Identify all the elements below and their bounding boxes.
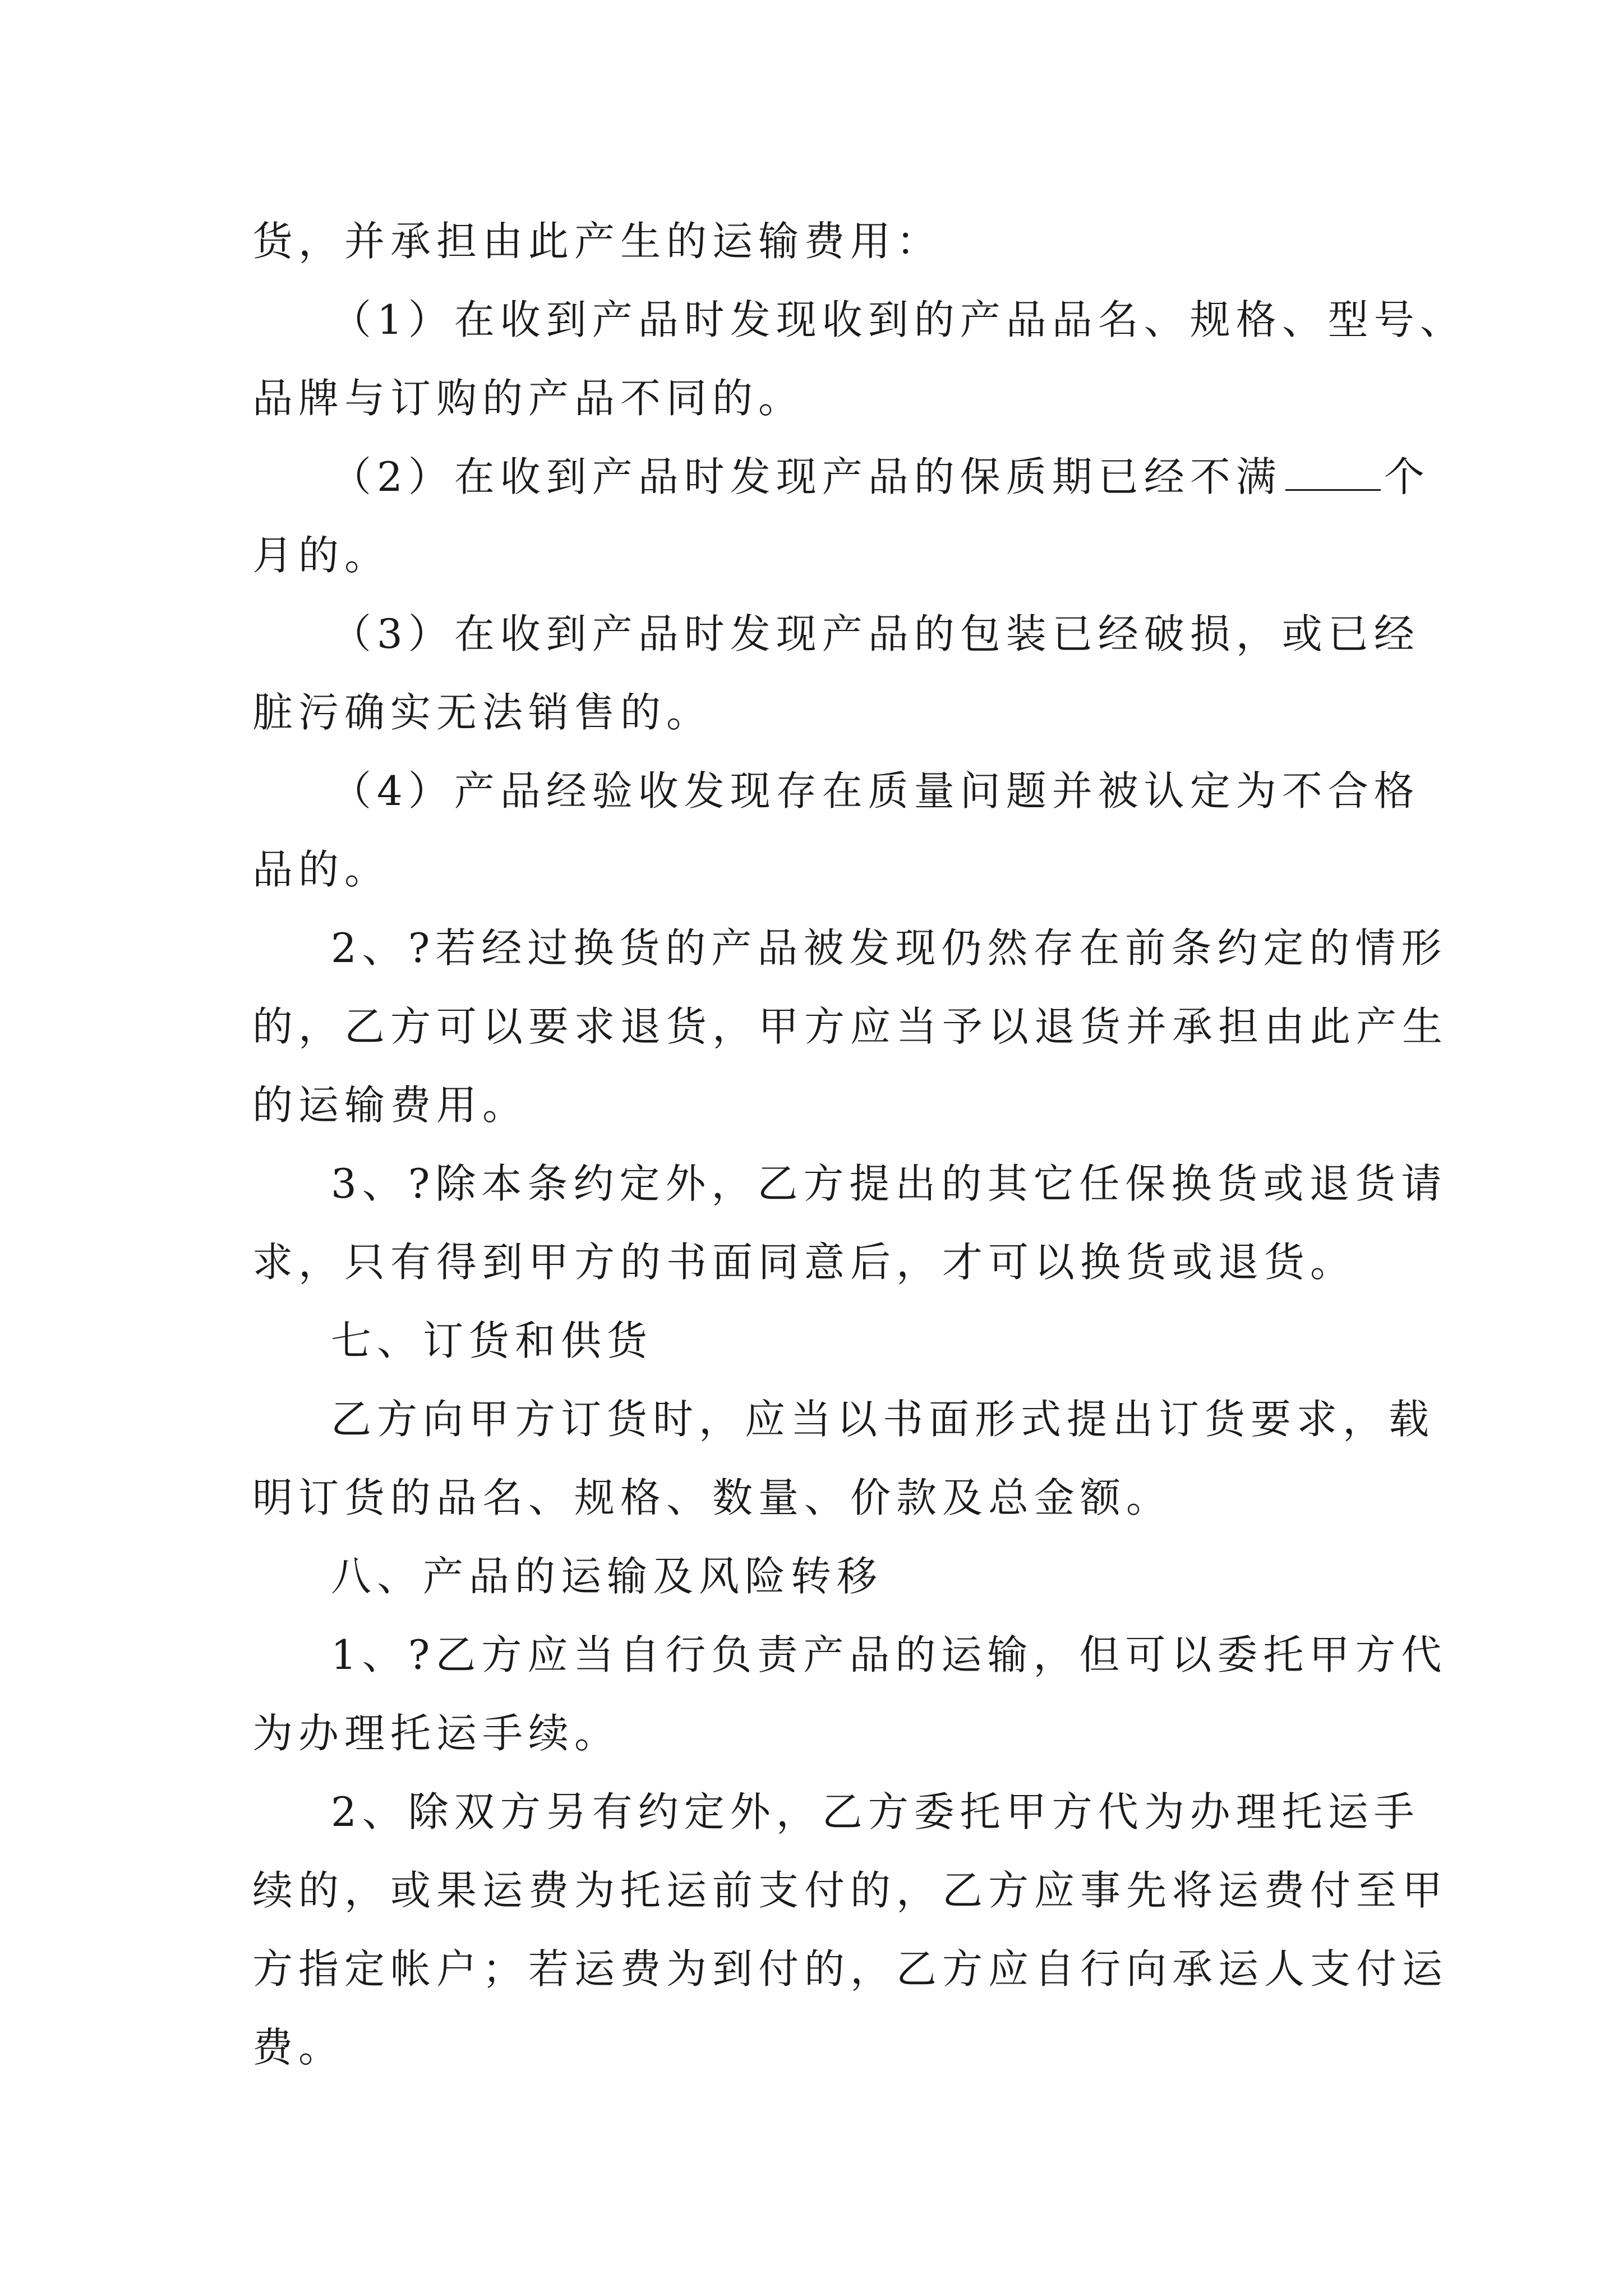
text-line: （4）产品经验收发现存在质量问题并被认定为不合格 xyxy=(331,767,1420,815)
fill-in-blank xyxy=(1285,455,1381,491)
text-segment: （2）在收到产品时发现产品的保质期已经不满 xyxy=(331,453,1282,500)
text-line: 品牌与订购的产品不同的。 xyxy=(252,375,805,422)
text-line: 的运输费用。 xyxy=(252,1082,529,1129)
text-line: （1）在收到产品时发现收到的产品品名、规格、型号、 xyxy=(331,296,1466,343)
text-line: 货，并承担由此产生的运输费用： xyxy=(252,218,943,265)
text-line-with-blank xyxy=(331,452,1430,502)
text-line: 月的。 xyxy=(252,532,391,579)
section-heading: 八、产品的运输及风险转移 xyxy=(331,1553,883,1600)
text-line: 费。 xyxy=(252,2024,345,2071)
text-line: 方指定帐户；若运费为到付的，乙方应自行向承运人支付运 xyxy=(252,1945,1449,1993)
text-line: 2、除双方另有约定外，乙方委托甲方代为办理托运手 xyxy=(331,1788,1420,1835)
text-line: 乙方向甲方订货时，应当以书面形式提出订货要求，载 xyxy=(331,1396,1435,1443)
text-line: （3）在收到产品时发现产品的包装已经破损，或已经 xyxy=(331,610,1420,657)
text-line: 品的。 xyxy=(252,846,391,893)
text-line: 续的，或果运费为托运前支付的，乙方应事先将运费付至甲 xyxy=(252,1867,1449,1914)
text-segment: 个 xyxy=(1384,453,1430,500)
text-line: 2、?若经过换货的产品被发现仍然存在前条约定的情形 xyxy=(331,924,1447,972)
text-line: 脏污确实无法销售的。 xyxy=(252,689,713,736)
text-line: 明订货的品名、规格、数量、价款及总金额。 xyxy=(252,1474,1173,1521)
text-line: 为办理托运手续。 xyxy=(252,1710,621,1757)
text-line: 3、?除本条约定外，乙方提出的其它任保换货或退货请 xyxy=(331,1160,1447,1207)
text-line: 求，只有得到甲方的书面同意后，才可以换货或退货。 xyxy=(252,1239,1357,1286)
text-line: 1、?乙方应当自行负责产品的运输，但可以委托甲方代 xyxy=(331,1631,1447,1678)
section-heading: 七、订货和供货 xyxy=(331,1317,653,1364)
text-line: 的，乙方可以要求退货，甲方应当予以退货并承担由此产生 xyxy=(252,1003,1449,1050)
